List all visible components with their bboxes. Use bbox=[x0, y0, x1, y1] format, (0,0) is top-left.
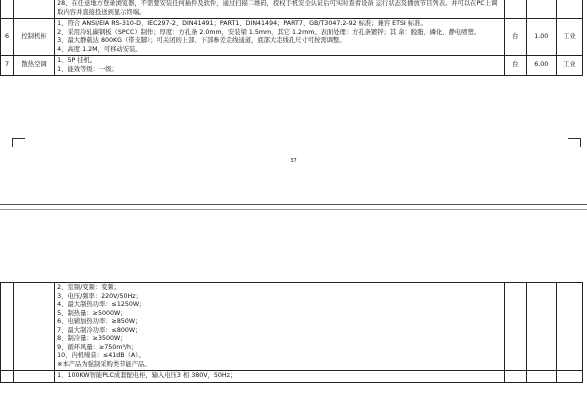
item-remark: 工业 bbox=[556, 56, 582, 76]
page-break-line-1 bbox=[0, 204, 587, 205]
page-break-line-2 bbox=[0, 209, 587, 210]
page-corner-mark-left bbox=[12, 138, 25, 147]
item-quantity: 1.00 bbox=[526, 19, 556, 56]
table-row bbox=[1, 56, 583, 76]
description-line: 1、5P 挂机。 bbox=[57, 57, 97, 64]
page-number: 37 bbox=[290, 158, 297, 164]
description-line: 2、采用冷轧碳钢板（SPCC）制作；厚度：方孔条 2.0mm，安装梁 1.5mm，其它 1.2mm。表面处理：方孔条镀锌；其 余：脱脂、磷化、静电喷塑。 bbox=[57, 28, 481, 36]
description-line: 2、室频/变频：变频； bbox=[57, 284, 120, 291]
table-row bbox=[1, 371, 583, 383]
description-line: 3、电压/频率：220V/50Hz； bbox=[57, 292, 142, 300]
item-number: 7 bbox=[1, 56, 14, 76]
description-line: 3、最大静载达 800KG（带支脚）；可关闭的上部、下部参差走线通道，底部大走线孔尺寸可按需调整。 bbox=[57, 37, 346, 44]
description-line: 1、能效等级：一级； bbox=[57, 65, 118, 73]
table-row bbox=[1, 283, 583, 371]
table-row bbox=[1, 0, 583, 19]
item-name: 控制机柜 bbox=[14, 19, 55, 56]
description-line: 5、制热量：≥5000W； bbox=[57, 309, 127, 317]
item-quantity: 6.00 bbox=[526, 56, 556, 76]
description-line: 6、电辅加热功率：≥850W； bbox=[57, 318, 142, 325]
bottom-spec-table bbox=[0, 282, 583, 383]
item-unit bbox=[504, 371, 526, 383]
description-line: 4、最大制热功率：≤1250W； bbox=[57, 301, 146, 308]
description-line: 4、高度 1.2M，可移动安装。 bbox=[57, 45, 142, 53]
item-description bbox=[55, 56, 505, 76]
item-quantity bbox=[526, 283, 556, 371]
description-line: ※本产品为强制采购类节能产品。 bbox=[57, 360, 151, 368]
description-line: 1、符合 ANSI/EIA RS-310-D、IEC297-2、DIN41491；PART1、DIN41494；PART7、GB/T3047.2-92 标准；兼容 ETSI 标准。 bbox=[57, 20, 427, 27]
item-number: 6 bbox=[1, 19, 14, 56]
item-unit: 台 bbox=[504, 56, 526, 76]
item-description bbox=[55, 0, 505, 19]
page-corner-mark-right bbox=[568, 138, 581, 147]
item-quantity bbox=[526, 371, 556, 383]
item-remark bbox=[556, 371, 582, 383]
table-row bbox=[1, 19, 583, 56]
item-number bbox=[1, 371, 14, 383]
top-spec-table bbox=[0, 0, 583, 76]
description-line: 1、100KW智能PLC成套配电柜，输入电压3 相 380V，50Hz； bbox=[57, 372, 237, 379]
item-name: 散热空调 bbox=[14, 56, 55, 76]
item-number bbox=[1, 0, 14, 19]
item-remark bbox=[556, 283, 582, 371]
item-unit: 台 bbox=[504, 19, 526, 56]
description-line: 9、循环风量：≥750m³/h； bbox=[57, 343, 138, 351]
description-line: 10、内机噪音：≤41dB（A）。 bbox=[57, 352, 145, 359]
item-number bbox=[1, 283, 14, 371]
item-name bbox=[14, 283, 55, 371]
item-remark: 工业 bbox=[556, 19, 582, 56]
item-name bbox=[14, 0, 55, 19]
item-description bbox=[55, 371, 505, 383]
description-line: 7、最大制冷功率：≤800W； bbox=[57, 326, 142, 334]
description-line: 28、在任意地方登录浏览器，不需要安装任何插件及软件，通过扫描二维码，授权手机安全认证后可实时查看设备 运行状态及播放节目列表。并可以在PC上调取内容并直接投送到显示终端。 bbox=[57, 0, 498, 16]
item-unit bbox=[504, 283, 526, 371]
description-line: 8、制冷量：≥3500W； bbox=[57, 335, 127, 342]
item-remark bbox=[556, 0, 582, 19]
item-unit bbox=[504, 0, 526, 19]
item-quantity bbox=[526, 0, 556, 19]
item-description bbox=[55, 19, 505, 56]
item-name bbox=[14, 371, 55, 383]
item-description bbox=[55, 283, 505, 371]
